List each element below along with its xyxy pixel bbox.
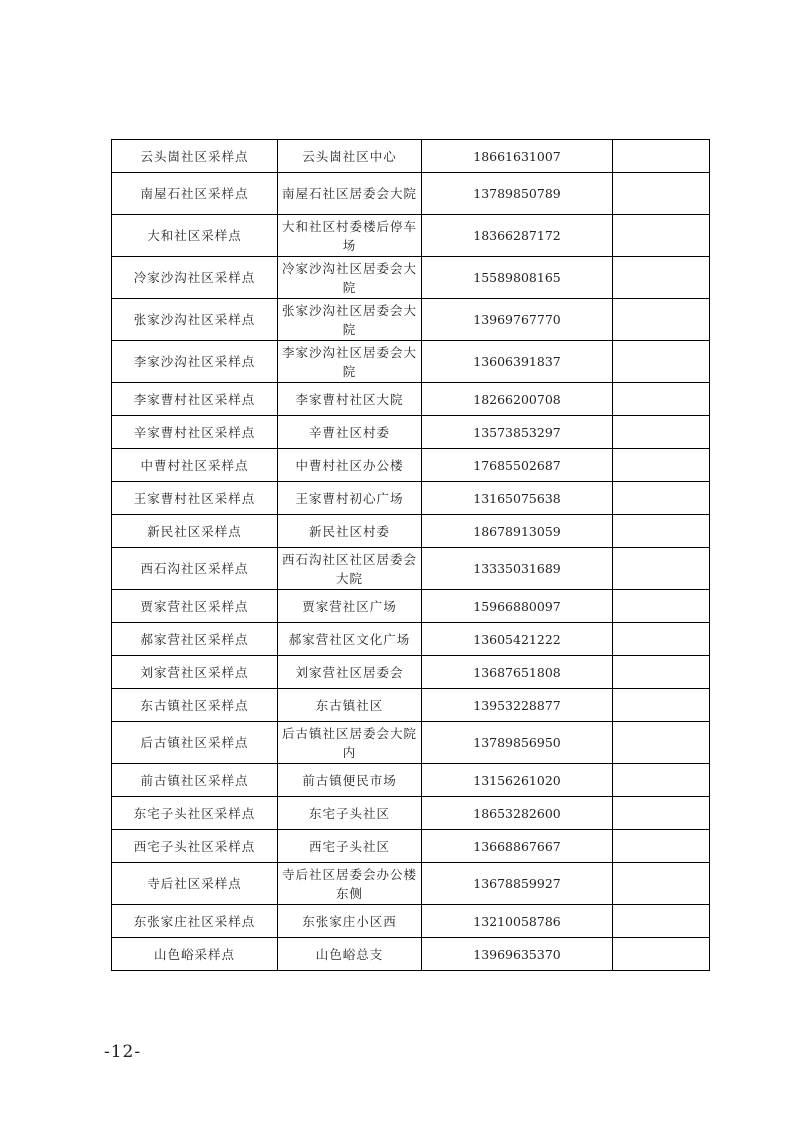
note-cell: [613, 797, 710, 830]
site-location-cell: 冷家沙沟社区居委会大院: [278, 257, 422, 299]
note-cell: [613, 764, 710, 797]
table-row: [112, 383, 710, 416]
site-name-cell: 刘家营社区采样点: [112, 656, 278, 689]
table-row: [112, 863, 710, 905]
note-cell: [613, 689, 710, 722]
contact-phone-cell: 13210058786: [422, 905, 613, 938]
contact-phone-cell: 18366287172: [422, 215, 613, 257]
site-location-cell: 辛曹社区村委: [278, 416, 422, 449]
site-name-cell: 寺后社区采样点: [112, 863, 278, 905]
contact-phone-cell: 13969767770: [422, 299, 613, 341]
site-location-cell: 李家沙沟社区居委会大院: [278, 341, 422, 383]
note-cell: [613, 863, 710, 905]
contact-phone-cell: 18661631007: [422, 140, 613, 173]
table-row: [112, 623, 710, 656]
note-cell: [613, 173, 710, 215]
site-location-cell: 寺后社区居委会办公楼东侧: [278, 863, 422, 905]
site-name-cell: 王家曹村社区采样点: [112, 482, 278, 515]
site-location-cell: 王家曹村初心广场: [278, 482, 422, 515]
contact-phone-cell: 13687651808: [422, 656, 613, 689]
site-name-cell: 前古镇社区采样点: [112, 764, 278, 797]
contact-phone-cell: 13678859927: [422, 863, 613, 905]
table-row: [112, 173, 710, 215]
note-cell: [613, 656, 710, 689]
note-cell: [613, 257, 710, 299]
site-name-cell: 辛家曹村社区采样点: [112, 416, 278, 449]
note-cell: [613, 722, 710, 764]
table-row: [112, 140, 710, 173]
contact-phone-cell: 13156261020: [422, 764, 613, 797]
sampling-sites-table-body: [112, 140, 710, 971]
site-location-cell: 前古镇便民市场: [278, 764, 422, 797]
site-location-cell: 山色峪总支: [278, 938, 422, 971]
site-name-cell: 冷家沙沟社区采样点: [112, 257, 278, 299]
site-name-cell: 西宅子头社区采样点: [112, 830, 278, 863]
site-location-cell: 后古镇社区居委会大院内: [278, 722, 422, 764]
site-name-cell: 后古镇社区采样点: [112, 722, 278, 764]
table-row: [112, 656, 710, 689]
contact-phone-cell: 15966880097: [422, 590, 613, 623]
note-cell: [613, 548, 710, 590]
site-location-cell: 张家沙沟社区居委会大院: [278, 299, 422, 341]
site-location-cell: 西石沟社区社区居委会大院: [278, 548, 422, 590]
table-row: [112, 515, 710, 548]
contact-phone-cell: 13573853297: [422, 416, 613, 449]
note-cell: [613, 341, 710, 383]
table-row: [112, 257, 710, 299]
site-name-cell: 郝家营社区采样点: [112, 623, 278, 656]
note-cell: [613, 623, 710, 656]
site-name-cell: 山色峪采样点: [112, 938, 278, 971]
site-location-cell: 李家曹村社区大院: [278, 383, 422, 416]
table-row: [112, 548, 710, 590]
site-location-cell: 南屋石社区居委会大院: [278, 173, 422, 215]
table-row: [112, 830, 710, 863]
contact-phone-cell: 17685502687: [422, 449, 613, 482]
note-cell: [613, 416, 710, 449]
site-name-cell: 张家沙沟社区采样点: [112, 299, 278, 341]
note-cell: [613, 590, 710, 623]
site-location-cell: 东张家庄小区西: [278, 905, 422, 938]
contact-phone-cell: 13335031689: [422, 548, 613, 590]
site-name-cell: 东古镇社区采样点: [112, 689, 278, 722]
table-row: [112, 797, 710, 830]
contact-phone-cell: 13953228877: [422, 689, 613, 722]
site-location-cell: 大和社区村委楼后停车场: [278, 215, 422, 257]
site-location-cell: 贾家营社区广场: [278, 590, 422, 623]
site-name-cell: 南屋石社区采样点: [112, 173, 278, 215]
table-row: [112, 722, 710, 764]
site-location-cell: 刘家营社区居委会: [278, 656, 422, 689]
note-cell: [613, 938, 710, 971]
table-row: [112, 482, 710, 515]
page-number: -12-: [104, 1042, 142, 1062]
table-row: [112, 938, 710, 971]
site-name-cell: 西石沟社区采样点: [112, 548, 278, 590]
contact-phone-cell: 15589808165: [422, 257, 613, 299]
note-cell: [613, 482, 710, 515]
site-name-cell: 新民社区采样点: [112, 515, 278, 548]
note-cell: [613, 905, 710, 938]
contact-phone-cell: 18653282600: [422, 797, 613, 830]
site-name-cell: 东宅子头社区采样点: [112, 797, 278, 830]
contact-phone-cell: 13789850789: [422, 173, 613, 215]
site-name-cell: 中曹村社区采样点: [112, 449, 278, 482]
note-cell: [613, 830, 710, 863]
site-location-cell: 云头崮社区中心: [278, 140, 422, 173]
table-row: [112, 689, 710, 722]
note-cell: [613, 449, 710, 482]
table-row: [112, 341, 710, 383]
contact-phone-cell: 18678913059: [422, 515, 613, 548]
contact-phone-cell: 18266200708: [422, 383, 613, 416]
contact-phone-cell: 13969635370: [422, 938, 613, 971]
table-row: [112, 905, 710, 938]
table-row: [112, 590, 710, 623]
contact-phone-cell: 13789856950: [422, 722, 613, 764]
site-name-cell: 东张家庄社区采样点: [112, 905, 278, 938]
table-row: [112, 215, 710, 257]
note-cell: [613, 515, 710, 548]
note-cell: [613, 299, 710, 341]
site-name-cell: 大和社区采样点: [112, 215, 278, 257]
note-cell: [613, 140, 710, 173]
site-location-cell: 西宅子头社区: [278, 830, 422, 863]
site-name-cell: 李家曹村社区采样点: [112, 383, 278, 416]
contact-phone-cell: 13165075638: [422, 482, 613, 515]
site-location-cell: 新民社区村委: [278, 515, 422, 548]
table-row: [112, 764, 710, 797]
table-row: [112, 299, 710, 341]
table-row: [112, 449, 710, 482]
sampling-sites-table: [111, 139, 710, 971]
site-location-cell: 郝家营社区文化广场: [278, 623, 422, 656]
note-cell: [613, 383, 710, 416]
contact-phone-cell: 13668867667: [422, 830, 613, 863]
note-cell: [613, 215, 710, 257]
contact-phone-cell: 13605421222: [422, 623, 613, 656]
site-name-cell: 云头崮社区采样点: [112, 140, 278, 173]
site-location-cell: 中曹村社区办公楼: [278, 449, 422, 482]
site-name-cell: 李家沙沟社区采样点: [112, 341, 278, 383]
site-location-cell: 东古镇社区: [278, 689, 422, 722]
table-row: [112, 416, 710, 449]
contact-phone-cell: 13606391837: [422, 341, 613, 383]
site-name-cell: 贾家营社区采样点: [112, 590, 278, 623]
site-location-cell: 东宅子头社区: [278, 797, 422, 830]
